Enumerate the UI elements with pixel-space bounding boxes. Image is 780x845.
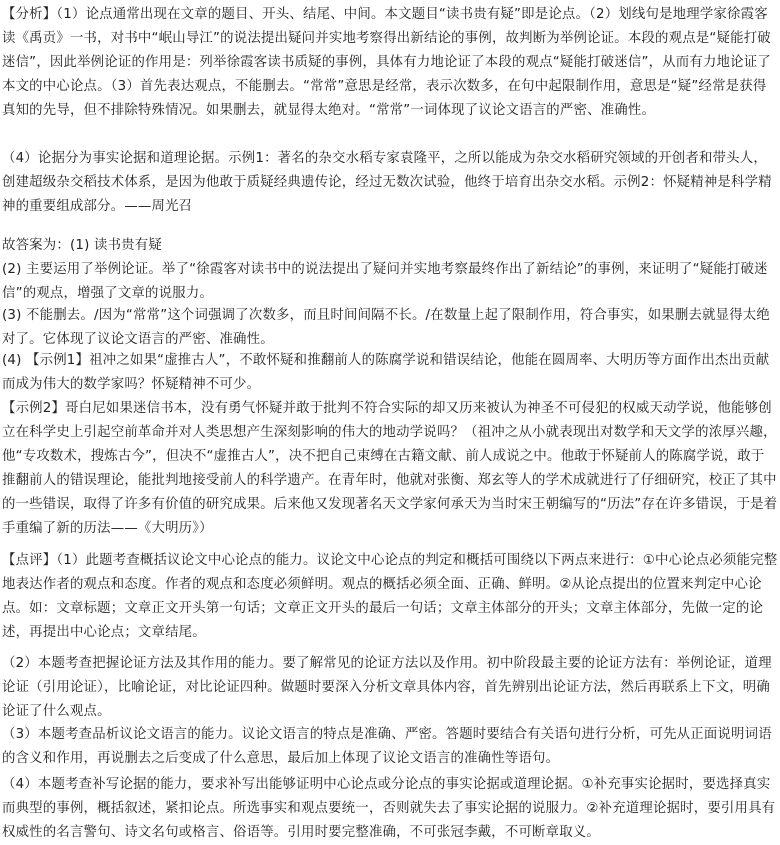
answer-paragraph-3: (3) 不能删去。/因为“常常”这个词强调了次数多，而且时间间隔不长。/在数量上起了限制作用，符合事实，如果删去就显得太绝对了。它体现了议论文语言的严密、准确性。 (2, 308, 771, 347)
answer-paragraph-2: (2) 主要运用了举例论证。举了“徐霞客对读书中的说法提出了疑问并实地考察最终作出了新结论”的事例，来证明了“疑能打破迷信”的观点，增强了文章的说服力。 (2, 262, 768, 301)
analysis-paragraph-2: （4）论据分为事实论据和道理论据。示例1：著名的杂交水稻专家袁隆平，之所以能成为杂交水稻研究领域的开创者和带头人，创建超级杂交稻技术体系，是因为他敢于质疑经典遗传论，经过无数次试验，他终于培育出杂交水稻。示例2：怀疑精神是科学精神的重要组成部分。——周光召 (2, 151, 772, 214)
answer-paragraph-5: 【示例2】哥白尼如果迷信书本，没有勇气怀疑并敢于批判不符合实际的却又历来被认为神圣不可侵犯的权威天动学说，他能够创立在科学史上引起空前革命并对人类思想产生深刻影响的伟大的地动学说吗？（祖冲之从小就表现出对数学和天文学的浓厚兴趣，他“专攻数术，搜炼古今”，但决不“虚推古人”，决不把自己束缚在古籍文献、前人成说之中。他敢于怀疑前人的陈腐学说，敢于推翻前人的错误理论，能批判地接受前人的科学遗产。在青年时，他就对张衡、郑玄等人的学术成就进行了仔细研究，校正了其中的一些错误，取得了许多有价值的研究成果。后来他又发现著名天文学家何承天为当时宋王朝编写的“历法”存在许多错误，于是着手重编了新的历法——《大明历》） (2, 401, 778, 536)
review-paragraph-3: （3）本题考查品析议论文语言的能力。议论文语言的特点是准确、严密。答题时要结合有关语句进行分析，可先从正面说明词语的含义和作用，再说删去之后变成了什么意思，最后加上体现了议论文语言的准确性等语句。 (2, 727, 772, 766)
analysis-paragraph-1: 【分析】（1）论点通常出现在文章的题目、开头、结尾、中间。本文题目“读书贵有疑”即是论点。（2）划线句是地理学家徐霞客读《禹贡》一书，对书中“岷山导江”的说法提出疑问并实地考察得出新结论的事例，故判断为举例论证。本段的观点是“疑能打破迷信”，因此举例论证的作用是：列举徐霞客读书质疑的事例，具体有力地论证了本段的观点“疑能打破迷信”，从而有力地论证了本文的中心论点。（3）首先表达观点，不能删去。“常常”意思是经常，表示次数多，在句中起限制作用，意思是“疑”经常是获得真知的先导，但不排除特殊情况。如果删去，就显得太绝对。“常常”一词体现了议论文语言的严密、准确性。 (2, 7, 771, 118)
answer-paragraph-1: 故答案为：(1) 读书贵有疑 (2, 238, 162, 253)
review-paragraph-2: （2）本题考查把握论证方法及其作用的能力。要了解常见的论证方法以及作用。初中阶段最主要的论证方法有：举例论证，道理论证（引用论证），比喻论证，对比论证四种。做题时要深入分析文章具体内容，首先辨别出论证方法，然后再联系上下文，明确论证了什么观点。 (2, 656, 772, 719)
answer-paragraph-4: (4) 【示例1】祖冲之如果“虚推古人”，不敢怀疑和推翻前人的陈腐学说和错误结论，他能在圆周率、大明历等方面作出杰出贡献而成为伟大的数学家吗？怀疑精神不可少。 (2, 353, 770, 392)
review-paragraph-1: 【点评】（1）此题考查概括议论文中心论点的能力。议论文中心论点的判定和概括可围绕以下两点来进行：①中心论点必须能完整地表达作者的观点和态度。作者的观点和态度必须鲜明。观点的概括必须全面、正确、鲜明。②从论点提出的位置来判定中心论点。如：文章标题；文章正文开头第一句话；文章正文开头的最后一句话；文章主体部分的开头；文章主体部分，先做一定的论述，再提出中心论点；文章结尾。 (2, 553, 778, 640)
review-paragraph-4: （4）本题考查补写论据的能力，要求补写出能够证明中心论点或分论点的事实论据或道理论据。①补充事实论据时，要选择真实而典型的事例，概括叙述，紧扣论点。所选事实和观点要统一，否则就失去了事实论据的说服力。②补充道理论据时，要引用具有权威性的名言警句、诗文名句或格言、俗语等。引用时要完整准确，不可张冠李戴，不可断章取义。 (2, 777, 776, 840)
